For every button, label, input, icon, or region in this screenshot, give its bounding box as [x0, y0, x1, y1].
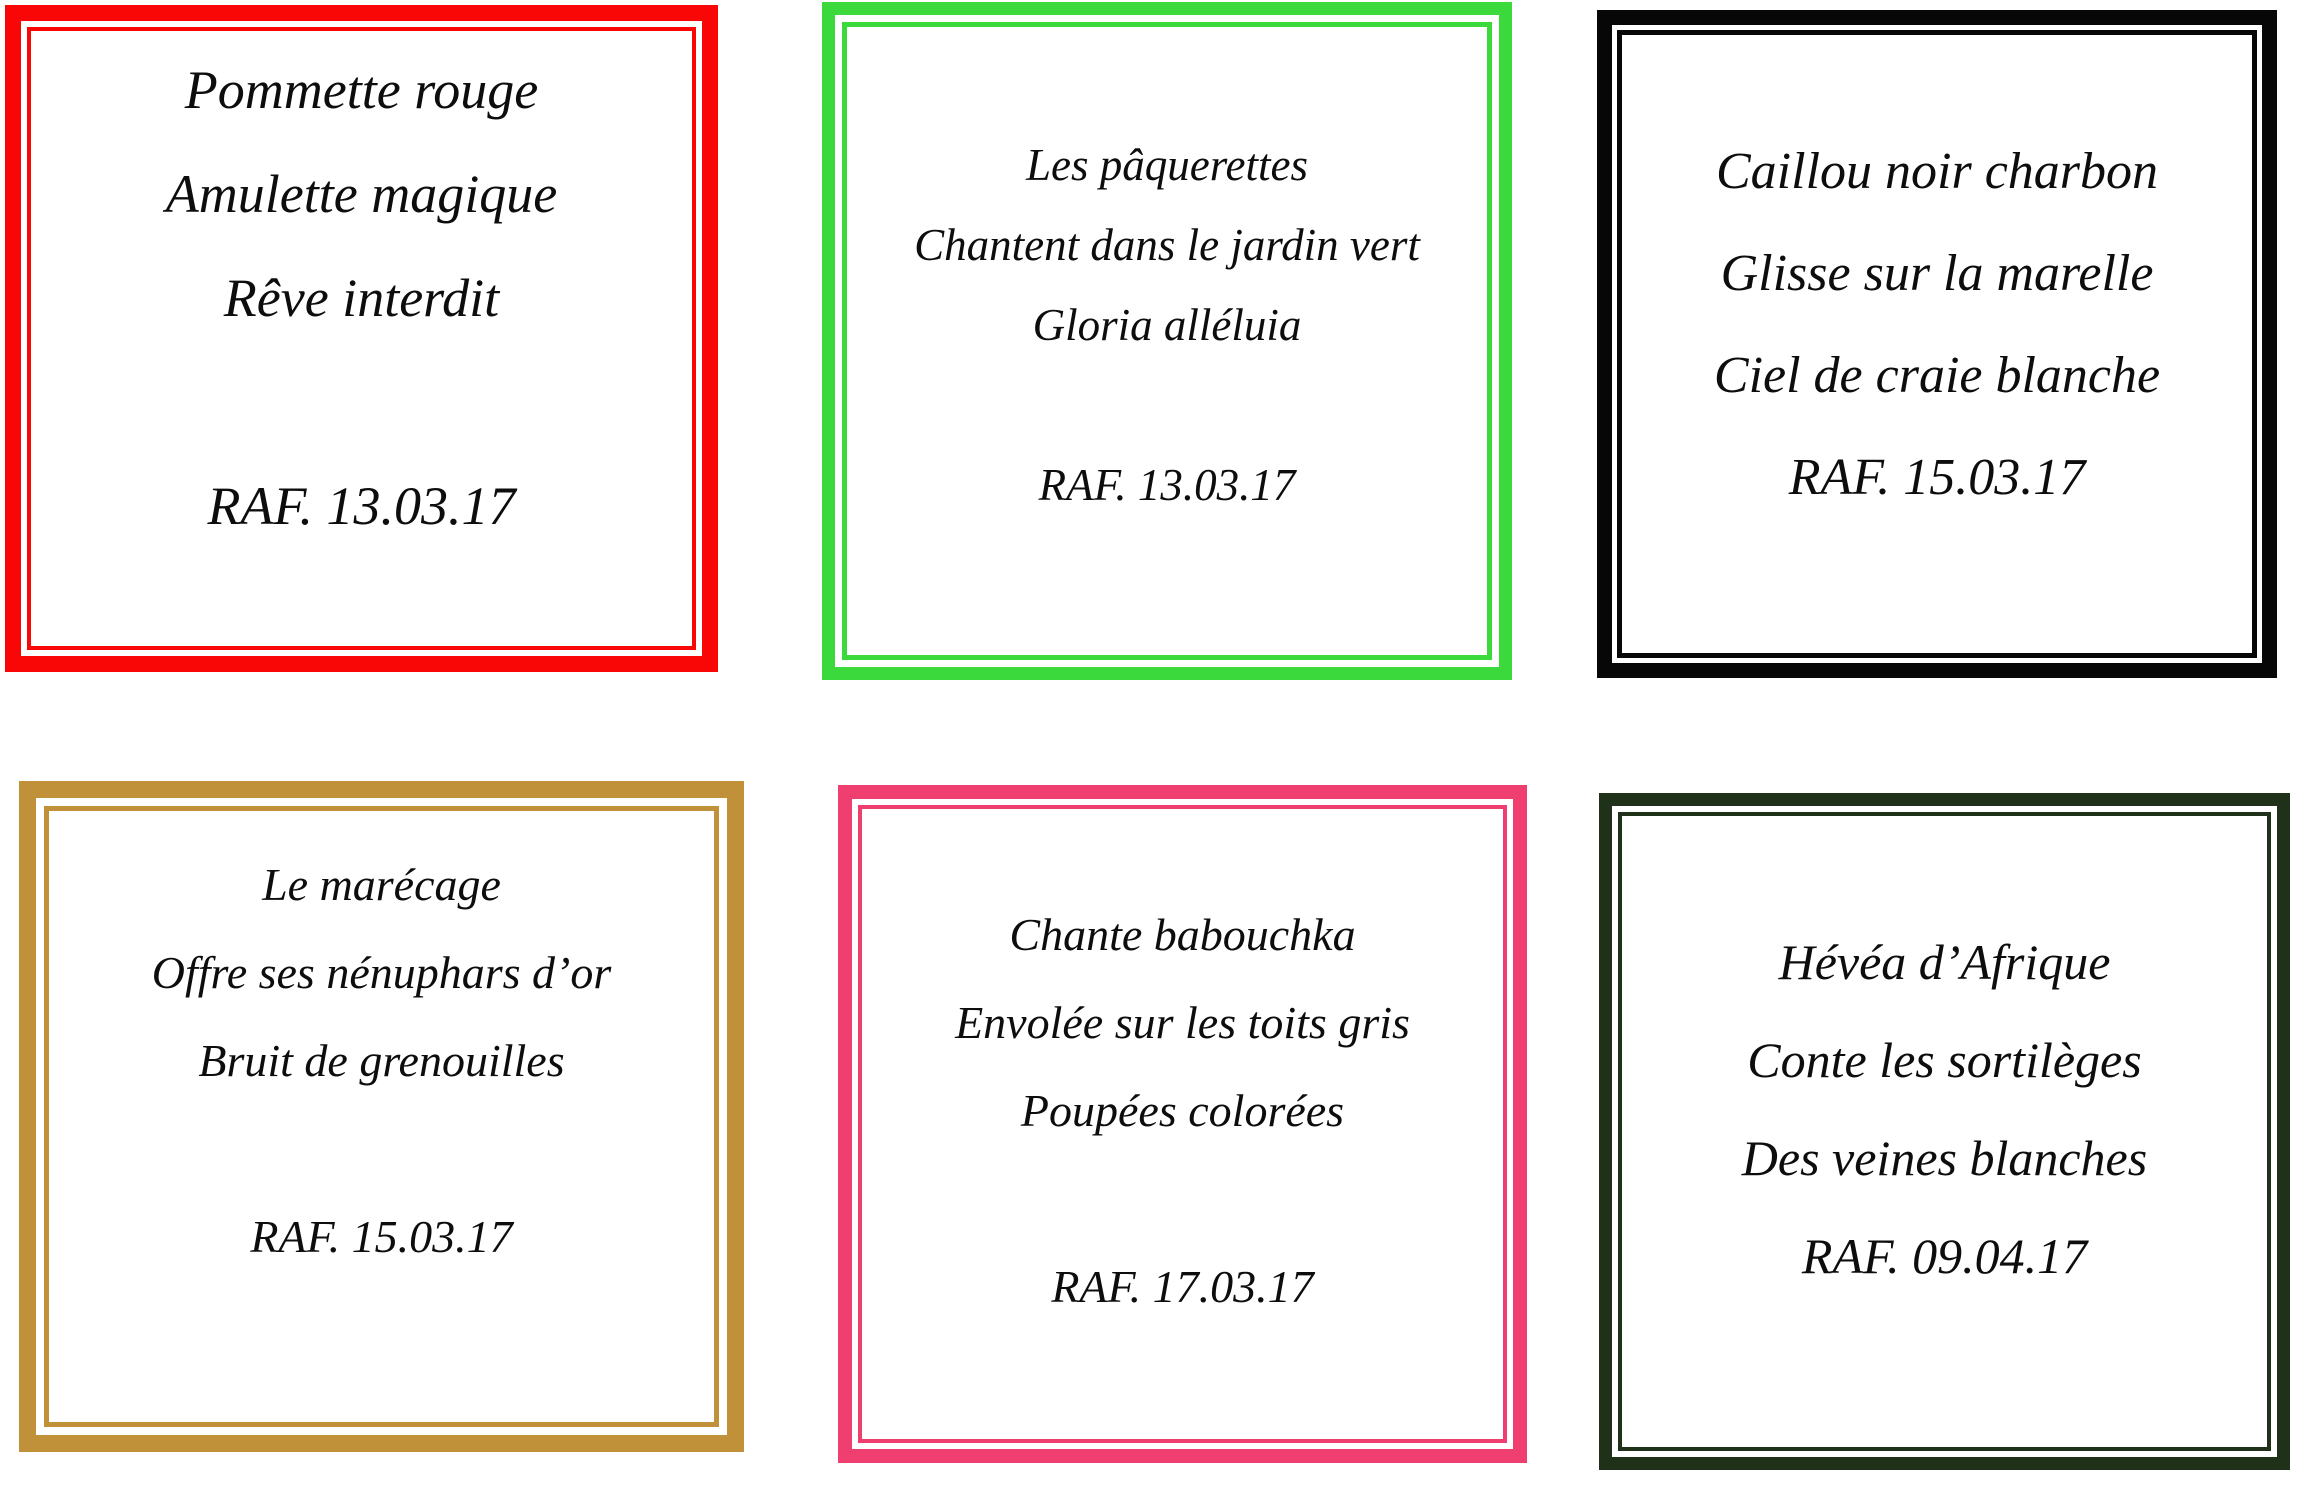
poem-text-block — [1622, 35, 2252, 653]
card-outer-frame — [5, 5, 718, 672]
poem-line: Conte les sortilèges — [1747, 1032, 2142, 1088]
poem-text-block — [862, 809, 1503, 1439]
poem-lines — [49, 841, 714, 1193]
poem-line: Pommette rouge — [184, 60, 539, 120]
raf-signature: RAF. 17.03.17 — [1051, 1261, 1314, 1312]
poem-lines — [1622, 121, 2252, 427]
poem-line — [49, 1105, 714, 1193]
card-outer-frame — [822, 2, 1512, 680]
poem-line: Ciel de craie blanche — [1713, 347, 2161, 404]
poem-line: Chante babouchka — [1009, 909, 1356, 960]
card-inner-frame — [1617, 30, 2257, 658]
poem-line — [31, 350, 692, 454]
poem-line: Gloria alléluia — [1032, 300, 1302, 350]
poem-line: Envolée sur les toits gris — [955, 997, 1410, 1048]
poem-line: Caillou noir charbon — [1715, 143, 2159, 200]
card-inner-frame — [842, 22, 1492, 660]
poem-line: Glisse sur la marelle — [1720, 245, 2154, 302]
poem-line: Chantent dans le jardin vert — [914, 220, 1420, 270]
raf-signature: RAF. 15.03.17 — [250, 1211, 513, 1262]
card-inner-frame — [44, 806, 719, 1427]
poem-line: Les pâquerettes — [1025, 140, 1309, 190]
poem-line: Hévéa d’Afrique — [1778, 934, 2111, 990]
raf-signature: RAF. 13.03.17 — [1038, 460, 1296, 510]
card-outer-frame — [838, 785, 1527, 1463]
poem-card-pink — [838, 785, 1527, 1463]
poem-line: Le marécage — [262, 859, 501, 910]
raf-signature: RAF. 13.03.17 — [207, 476, 516, 536]
poem-line: Offre ses nénuphars d’or — [151, 947, 612, 998]
card-inner-frame — [1618, 812, 2271, 1451]
poem-text-block — [1622, 816, 2267, 1447]
poem-lines — [31, 38, 692, 454]
poem-lines — [847, 125, 1487, 445]
raf-signature: RAF. 09.04.17 — [1801, 1228, 2088, 1284]
poem-line: Bruit de grenouilles — [198, 1035, 565, 1086]
poem-line: Amulette magique — [165, 164, 558, 224]
poem-line: Des veines blanches — [1741, 1130, 2148, 1186]
card-outer-frame — [1597, 10, 2277, 678]
poem-lines — [862, 891, 1503, 1243]
poem-line: Rêve interdit — [223, 268, 500, 328]
poem-lines — [1622, 913, 2267, 1207]
raf-signature: RAF. 15.03.17 — [1788, 449, 2086, 506]
poem-text-block — [847, 27, 1487, 655]
card-inner-frame — [27, 27, 696, 650]
card-outer-frame — [1599, 793, 2290, 1470]
poem-card-gold — [19, 781, 744, 1452]
poem-card-black — [1597, 10, 2277, 678]
poem-line — [862, 1155, 1503, 1243]
card-inner-frame — [858, 805, 1507, 1443]
poem-card-red — [5, 5, 718, 672]
poem-text-block — [49, 811, 714, 1422]
poem-line — [847, 365, 1487, 445]
poem-line: Poupées colorées — [1020, 1085, 1345, 1136]
poem-card-darkgreen — [1599, 793, 2290, 1470]
poem-card-green — [822, 2, 1512, 680]
poem-text-block — [31, 31, 692, 646]
card-outer-frame — [19, 781, 744, 1452]
